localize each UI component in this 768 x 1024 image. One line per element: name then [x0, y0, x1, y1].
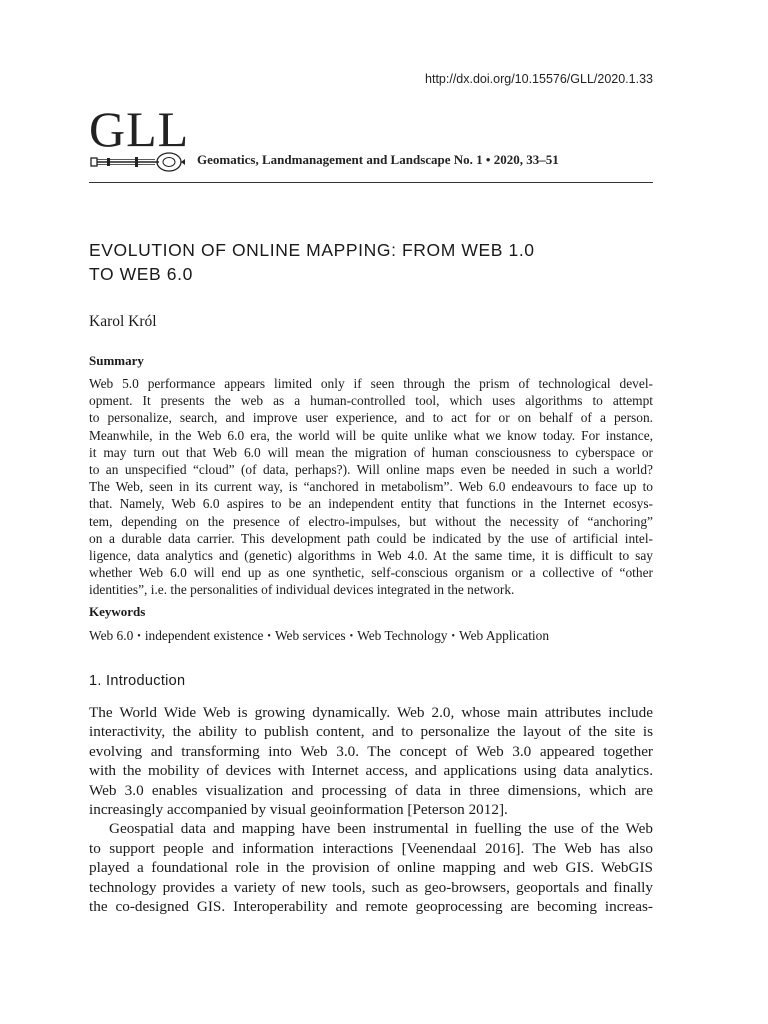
introduction-body — [89, 703, 653, 916]
section-heading-introduction: 1. Introduction — [89, 673, 186, 689]
body-line: with the mobility of devices with Internet access, and applications using data analytics. — [89, 762, 653, 780]
summary-line: tem, depending on the presence of electro-impulses, but without the necessity of “anchoring” — [89, 513, 653, 529]
body-line: played a foundational role in the provision of online mapping and web GIS. WebGIS — [89, 859, 653, 877]
summary-line: ligence, data analytics and (genetic) algorithms in Web 4.0. At the same time, it is difficult to say — [89, 548, 653, 564]
body-line: Geospatial data and mapping have been instrumental in fuelling the use of the Web — [109, 820, 653, 838]
summary-line: whether Web 6.0 will end up as one synthetic, self-conscious organism or a collective of “other — [89, 565, 653, 581]
body-line: to support people and information interactions [Veenendaal 2016]. The Web has also — [89, 839, 653, 857]
header-divider — [89, 182, 653, 183]
journal-masthead — [89, 100, 653, 184]
summary-paragraph — [89, 375, 653, 599]
body-line: The World Wide Web is growing dynamically. Web 2.0, whose main attributes include — [89, 704, 653, 721]
summary-line: Web 5.0 performance appears limited only if seen through the prism of technological devel- — [89, 376, 653, 391]
keyword-separator: • — [267, 631, 271, 642]
body-line: interactivity, the ability to publish content, and to personalize the layout of the site is — [89, 723, 653, 741]
body-line: technology provides a variety of new tools, such as geo-browsers, geoportals and finally — [89, 878, 653, 896]
keywords-heading: Keywords — [89, 604, 146, 619]
body-line: increasingly accompanied by visual geoinformation [Peterson 2012]. — [89, 801, 508, 819]
keyword-separator: • — [137, 631, 141, 642]
keywords-list — [89, 628, 549, 644]
journal-citation: Geomatics, Landmanagement and Landscape No. 1 • 2020, 33–51 — [197, 152, 559, 167]
summary-line: on a durable data carrier. This development path could be indicated by the use of artificial intel- — [89, 530, 653, 546]
doi-link[interactable]: http://dx.doi.org/10.15576/GLL/2020.1.33 — [425, 72, 653, 86]
summary-line: that. Namely, Web 6.0 aspires to be an independent entity that functions in the Internet ecosys- — [89, 496, 653, 512]
summary-line: The Web, seen in its current way, is “anchored in metabolism”. Web 6.0 endeavours to face up to — [89, 479, 653, 495]
paper-page — [89, 0, 653, 1024]
body-line: evolving and transforming into Web 3.0. The concept of Web 3.0 appeared together — [89, 742, 653, 760]
keyword: Web Application — [459, 628, 550, 643]
summary-line: to personalize, search, and improve user experience, and to act for or on behalf of a person. — [89, 410, 653, 426]
keyword-separator: • — [451, 631, 455, 642]
summary-line: Meanwhile, in the Web 6.0 era, the world will be quite unlike what we know today. For instance, — [89, 427, 653, 443]
summary-line: identities”, i.e. the personalities of individual devices integrated in the network. — [89, 582, 515, 598]
keyword-separator: • — [349, 631, 354, 642]
keyword: Web services — [274, 628, 346, 643]
journal-logo-text: GLL — [89, 101, 190, 157]
body-line: Web 3.0 enables visualization and processing of data in three dimensions, which are — [89, 781, 653, 799]
keyword: independent existence — [144, 628, 264, 643]
key-emblem-icon — [89, 151, 187, 173]
summary-line: to an unspecified “cloud” (of data, perhaps?). Will online maps even be needed in such a world? — [89, 462, 653, 478]
summary-line: opment. It presents the web as a human-controlled tool, which uses algorithms to attempt — [89, 393, 653, 409]
body-line: the co-designed GIS. Interoperability and remote geoprocessing are becoming increas- — [89, 898, 653, 916]
title-line: TO WEB 6.0 — [89, 264, 193, 284]
summary-heading: Summary — [89, 353, 144, 368]
summary-line: it may turn out that Web 6.0 will mean the migration of human consciousness to cyberspace or — [89, 444, 653, 460]
keyword: Web Technology — [357, 628, 448, 643]
keyword: Web 6.0 — [89, 628, 134, 643]
article-title — [89, 238, 653, 286]
title-line: EVOLUTION OF ONLINE MAPPING: FROM WEB 1.0 — [89, 240, 535, 260]
author-name: Karol Król — [89, 313, 157, 330]
